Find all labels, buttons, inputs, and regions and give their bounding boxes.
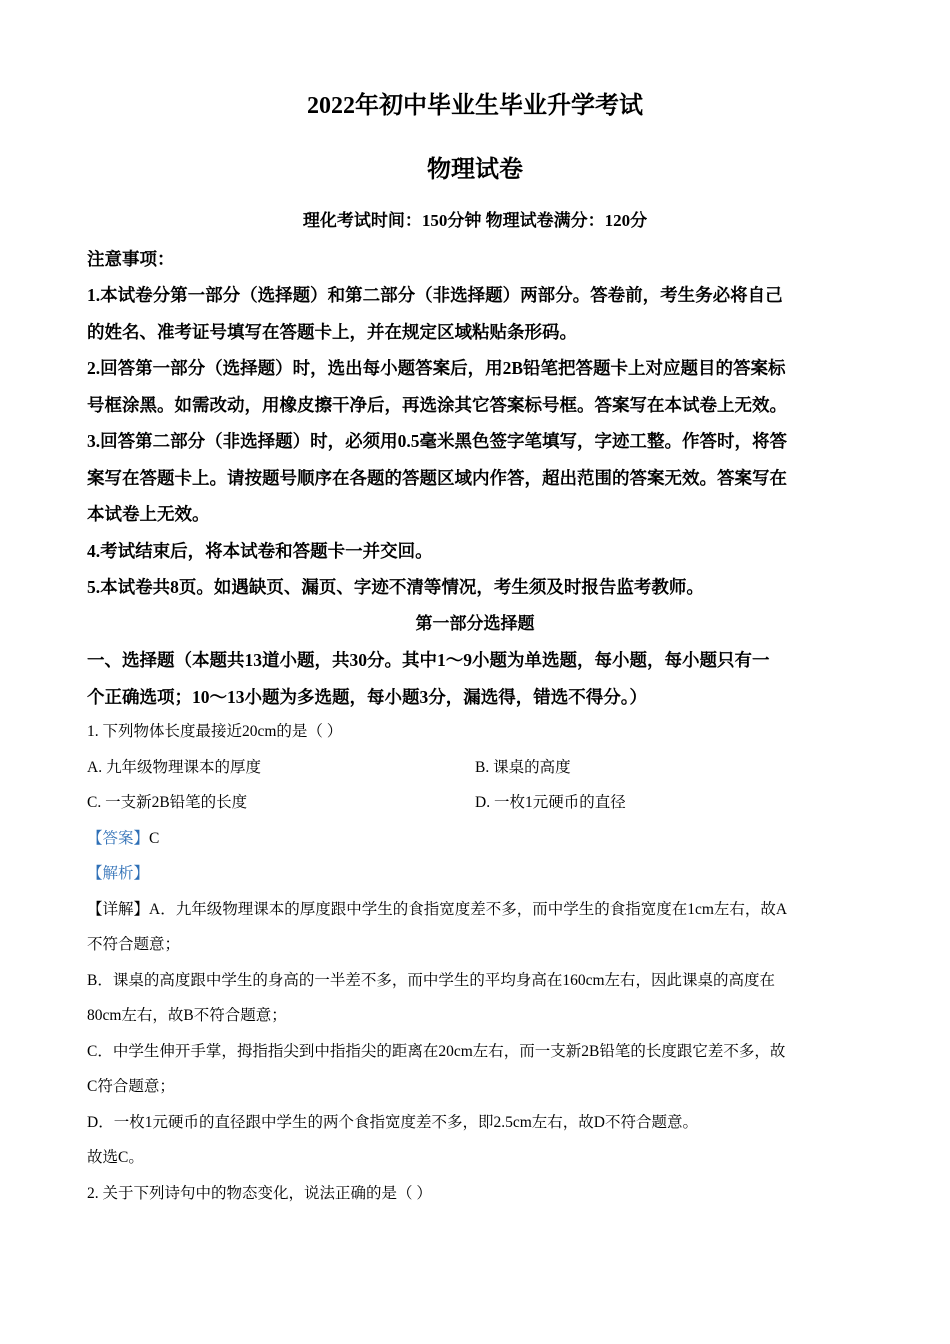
notice-line: 本试卷上无效。: [87, 504, 210, 524]
answer-tag: 【答案】: [87, 829, 150, 847]
detail-line: D．一枚1元硬币的直径跟中学生的两个食指宽度差不多，即2.5cm左右，故D不符合题意。: [87, 1113, 698, 1131]
answer-value: C: [149, 829, 160, 847]
option-a: A. 九年级物理课本的厚度: [87, 758, 261, 776]
notice-line: 号框涂黑。如需改动，用橡皮擦干净后，再选涂其它答案标号框。答案写在本试卷上无效。: [87, 394, 787, 415]
notice-line: 案写在答题卡上。请按题号顺序在各题的答题区域内作答，超出范围的答案无效。答案写在: [87, 467, 787, 488]
notice-list: [87, 277, 863, 606]
notice-line: 4.考试结束后，将本试卷和答题卡一并交回。: [87, 540, 433, 561]
detail-tag: 【详解】: [87, 900, 150, 918]
notice-line: 5.本试卷共8页。如遇缺页、漏页、字迹不清等情况，考生须及时报告监考教师。: [87, 577, 704, 597]
options-row: [87, 785, 863, 821]
detail-line: B．课桌的高度跟中学生的身高的一半差不多，而中学生的平均身高在160cm左右，因此课桌的高度在: [87, 971, 776, 989]
question-stem: 1. 下列物体长度最接近20cm的是（ ）: [87, 723, 343, 740]
notice-heading: 注意事项：: [87, 249, 175, 269]
section-header-line: 一、选择题（本题共13道小题，共30分。其中1～9小题为单选题，每小题，每小题只有一: [87, 650, 770, 670]
part1-title: 第一部分选择题: [415, 614, 535, 633]
subject-title: 物理试卷: [427, 157, 523, 183]
section-header: [87, 642, 863, 715]
detail-text: A．九年级物理课本的厚度跟中学生的食指宽度差不多，而中学生的食指宽度在1cm左右，故A: [149, 900, 788, 918]
options-row: [87, 750, 863, 786]
section-header-line: 个正确选项；10～13小题为多选题，每小题3分，漏选得，错选不得分。）: [87, 686, 647, 707]
exam-info: 理化考试时间：150分钟 物理试卷满分：120分: [302, 211, 648, 230]
detail-line: C符合题意；: [87, 1078, 175, 1095]
question-1: [87, 714, 863, 1211]
option-b: B. 课桌的高度: [475, 758, 571, 776]
option-c: C. 一支新2B铅笔的长度: [87, 794, 248, 811]
detail-line: [87, 892, 863, 928]
notice-line: 3.回答第二部分（非选择题）时，必须用0.5毫米黑色签字笔填写，字迹工整。作答时，将答: [87, 431, 787, 451]
option-d: D. 一枚1元硬币的直径: [475, 794, 626, 811]
exam-title: 2022年初中毕业生毕业升学考试: [307, 93, 643, 119]
notice-line: 2.回答第一部分（选择题）时，选出每小题答案后，用2B铅笔把答题卡上对应题目的答案标: [87, 358, 786, 378]
question-2-stem: 2. 关于下列诗句中的物态变化，说法正确的是（ ）: [87, 1184, 432, 1202]
notice-line: 1.本试卷分第一部分（选择题）和第二部分（非选择题）两部分。答卷前，考生务必将自己: [87, 285, 783, 305]
answer-line: [87, 821, 863, 857]
detail-line: 80cm左右，故B不符合题意；: [87, 1007, 287, 1024]
analysis-tag: 【解析】: [87, 865, 150, 882]
detail-line: C．中学生伸开手掌，拇指指尖到中指指尖的距离在20cm左右，而一支新2B铅笔的长度跟它差不多，故: [87, 1042, 786, 1060]
notice-line: 的姓名、准考证号填写在答题卡上，并在规定区域粘贴条形码。: [87, 321, 577, 342]
detail-line: 不符合题意；: [87, 936, 181, 953]
detail-line: 故选C。: [87, 1149, 144, 1166]
analysis-line: [87, 856, 863, 892]
